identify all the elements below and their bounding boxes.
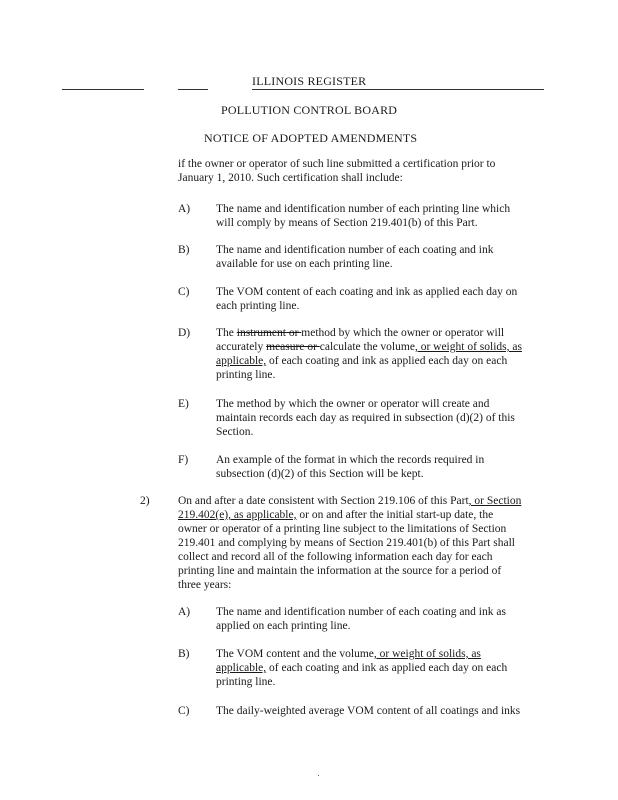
inserted-text: , or Section: [468, 495, 522, 507]
item-f-line-2: subsection (d)(2) of this Section will be kept.: [216, 468, 424, 480]
notice-title: NOTICE OF ADOPTED AMENDMENTS: [204, 131, 418, 145]
item-f-label: F): [178, 454, 189, 466]
para-2-line-3: owner or operator of a printing line subject to the limitations of Section: [178, 523, 507, 535]
para-2-line-4: 219.401 and complying by means of Section 219.401(b) of this Part shall: [178, 537, 515, 549]
inserted-text: 219.402(e), as applicable,: [178, 509, 297, 521]
header-rule-right: [252, 89, 544, 90]
item2-b-line-3: printing line.: [216, 676, 276, 688]
para-2-label: 2): [140, 495, 150, 507]
item2-a-label: A): [178, 606, 191, 618]
deleted-text: instrument or: [236, 327, 302, 339]
header-rule-mid: [178, 89, 208, 90]
item-f-line-1: An example of the format in which the records required in: [216, 454, 485, 466]
item2-c-label: C): [178, 705, 190, 717]
item-b-label: B): [178, 244, 190, 256]
para-2-line-5: collect and record all of the following information each day for each: [178, 551, 493, 563]
para-2-line-2: 219.402(e), as applicable, or on and after the initial start-up date, the: [178, 509, 494, 521]
inserted-text: applicable,: [216, 662, 267, 674]
inserted-text: , or weight of solids, as: [373, 648, 481, 660]
item-d-line-3: applicable, of each coating and ink as applied each day on each: [216, 355, 508, 367]
item-d-label: D): [178, 327, 191, 339]
item-d-line-4: printing line.: [216, 369, 276, 381]
agency-title: POLLUTION CONTROL BOARD: [221, 103, 398, 117]
item-c-line-2: each printing line.: [216, 300, 300, 312]
para-2-line-1: On and after a date consistent with Section 219.106 of this Part, or Section: [178, 495, 522, 507]
item2-b-line-1: The VOM content and the volume, or weight of solids, as: [216, 648, 481, 660]
item-b-line-2: available for use on each printing line.: [216, 258, 393, 270]
item-d-line-2: accurately measure or calculate the volume, or weight of solids, as: [216, 341, 522, 353]
item-a-line-1: The name and identification number of each printing line which: [216, 203, 511, 215]
item-b-line-1: The name and identification number of each coating and ink: [216, 244, 494, 256]
para-2-line-7: three years:: [178, 579, 232, 591]
para-2-line-6: printing line and maintain the information at the source for a period of: [178, 565, 502, 577]
item-e-label: E): [178, 398, 189, 410]
item-e-line-1: The method by which the owner or operator will create and: [216, 398, 490, 410]
inserted-text: , or weight of solids, as: [414, 341, 522, 353]
item-c-line-1: The VOM content of each coating and ink as applied each day on: [216, 286, 518, 298]
item-d-line-1: The instrument or method by which the owner or operator will: [216, 327, 505, 339]
item-e-line-3: Section.: [216, 426, 254, 438]
item-a-line-2: will comply by means of Section 219.401(b) of this Part.: [216, 217, 478, 229]
item2-a-line-2: applied on each printing line.: [216, 620, 351, 632]
intro-line-1: if the owner or operator of such line submitted a certification prior to: [178, 158, 496, 170]
register-title: ILLINOIS REGISTER: [252, 74, 367, 88]
item-e-line-2: maintain records each day as required in subsection (d)(2) of this: [216, 412, 515, 424]
item2-a-line-1: The name and identification number of each coating and ink as: [216, 606, 506, 618]
inserted-text: applicable,: [216, 355, 267, 367]
item2-b-line-2: applicable, of each coating and ink as applied each day on each: [216, 662, 508, 674]
item-a-label: A): [178, 203, 191, 215]
item-c-label: C): [178, 286, 190, 298]
scan-speck: [318, 775, 319, 776]
intro-line-2: January 1, 2010. Such certification shall include:: [178, 172, 403, 184]
deleted-text: measure or: [266, 341, 320, 353]
item2-c-line-1: The daily-weighted average VOM content of all coatings and inks: [216, 705, 521, 717]
item2-b-label: B): [178, 648, 190, 660]
header-rule-left: [62, 89, 144, 90]
